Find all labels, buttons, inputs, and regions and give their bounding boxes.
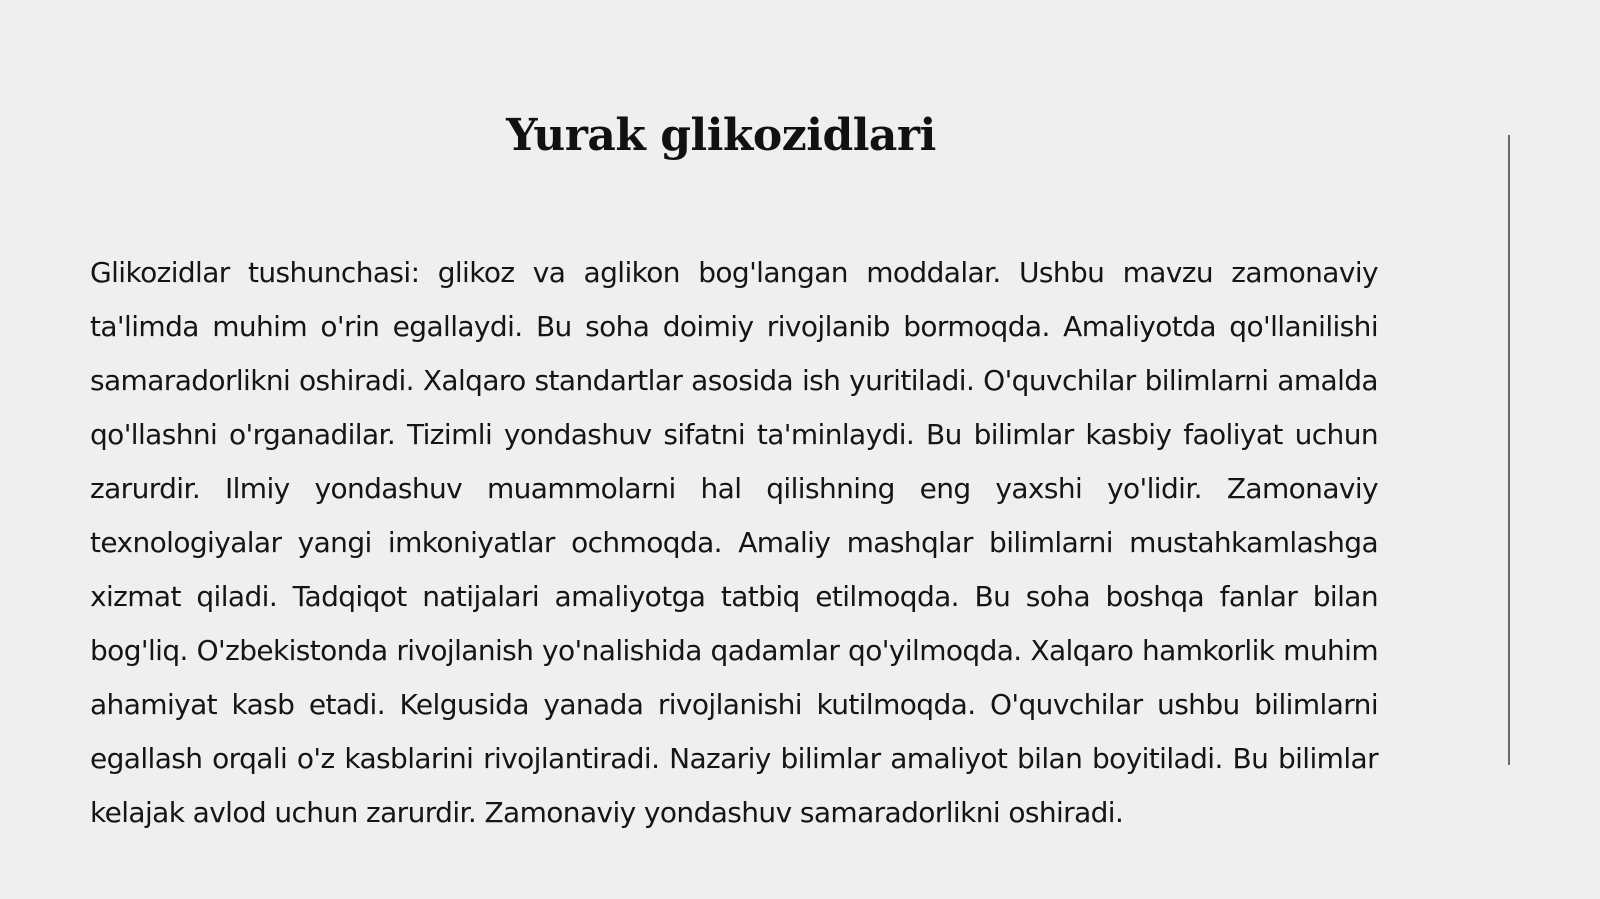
slide-title: Yurak glikozidlari [506, 110, 936, 161]
slide-body-text: Glikozidlar tushunchasi: glikoz va aglikon bog'langan moddalar. Ushbu mavzu zamonaviy ta'limda muhim o'rin egallaydi. Bu soha doimiy rivojlanib bormoqda. Amaliyotda qo'llanilishi samaradorlikni oshiradi. Xalqaro standartlar asosida ish yuritiladi. O'quvchilar bilimlarni amalda qo'llashni o'rganadilar. Tizimli yondashuv sifatni ta'minlaydi. Bu bilimlar kasbiy faoliyat uchun zarurdir. Ilmiy yondashuv muammolarni hal qilishning eng yaxshi yo'lidir. Zamonaviy texnologiyalar yangi imkoniyatlar ochmoqda. Amaliy mashqlar bilimlarni mustahkamlashga xizmat qiladi. Tadqiqot natijalari amaliyotga tatbiq etilmoqda. Bu soha boshqa fanlar bilan bog'liq. O'zbekistonda rivojlanish yo'nalishida qadamlar qo'yilmoqda. Xalqaro hamkorlik muhim ahamiyat kasb etadi. Kelgusida yanada rivojlanishi kutilmoqda. O'quvchilar ushbu bilimlarni egallash orqali o'z kasblarini rivojlantiradi. Nazariy bilimlar amaliyot bilan boyitiladi. Bu bilimlar kelajak avlod uchun zarurdir. Zamonaviy yondashuv samaradorlikni oshiradi. [90, 256, 1378, 829]
vertical-divider [1508, 135, 1510, 765]
